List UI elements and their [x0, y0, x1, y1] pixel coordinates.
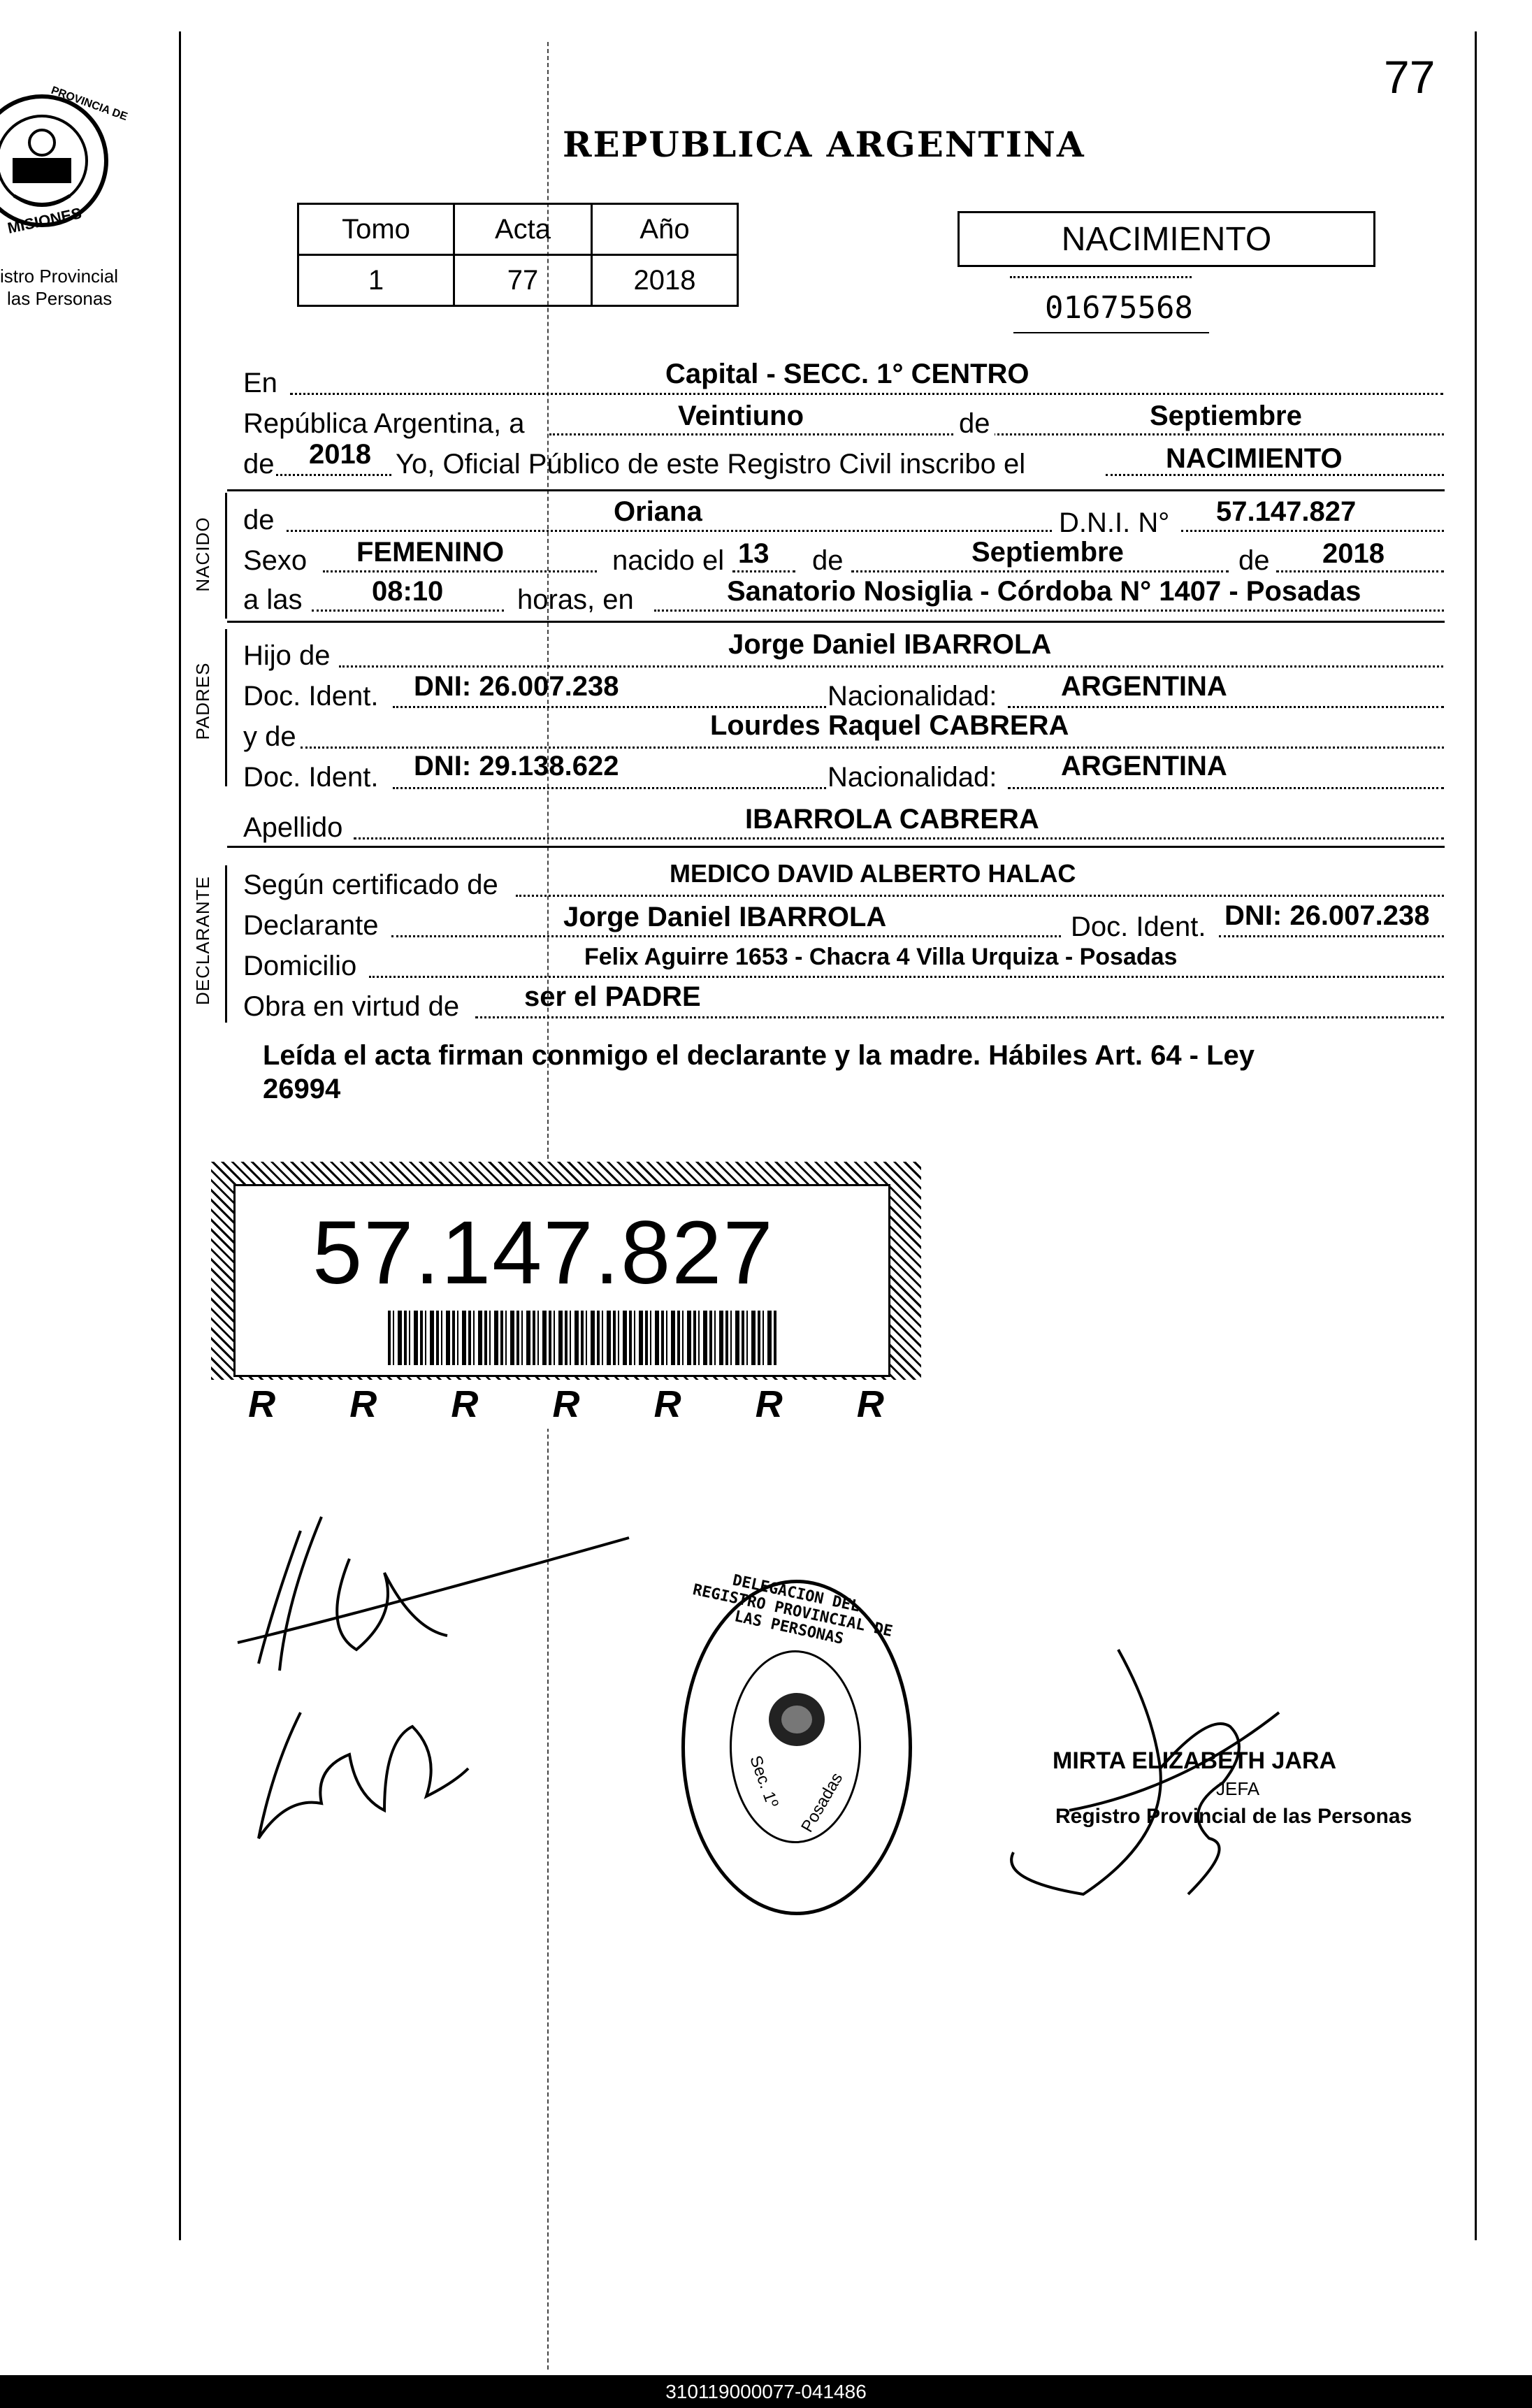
- round-stamp-inner-left: Sec. 1º: [746, 1753, 782, 1810]
- dots: [312, 610, 504, 612]
- sticker-panel: [233, 1184, 890, 1377]
- de-label-4: de: [812, 545, 844, 576]
- nacionalidad-label: Nacionalidad:: [828, 681, 997, 712]
- dots: [391, 935, 1061, 937]
- section-label-declarante: DECLARANTE: [192, 876, 213, 1005]
- declarante-label: Declarante: [243, 910, 379, 941]
- divider: [227, 489, 1445, 491]
- dots: [654, 610, 1444, 612]
- dots: [1008, 787, 1444, 789]
- month-value: Septiembre: [1150, 401, 1302, 431]
- sticker-pattern-letter: R: [856, 1383, 884, 1425]
- place-value: Capital - SECC. 1° CENTRO: [665, 359, 1029, 389]
- round-stamp-inner-right: Posadas: [797, 1769, 847, 1836]
- event-value: NACIMIENTO: [1166, 443, 1343, 474]
- document-title: REPUBLICA ARGENTINA: [563, 124, 1085, 165]
- dots: [323, 570, 597, 572]
- doc-label: Doc. Ident.: [243, 681, 379, 712]
- table-header-acta: Acta: [453, 203, 593, 256]
- section-bracket: [225, 865, 227, 1023]
- dots: [290, 393, 1443, 395]
- dots: [276, 474, 391, 476]
- apellido-label: Apellido: [243, 812, 343, 843]
- section-label-padres: PADRES: [192, 662, 213, 740]
- dni-label: D.N.I. N°: [1059, 507, 1170, 538]
- child-dni-value: 57.147.827: [1216, 496, 1357, 527]
- right-margin-rule: [1475, 31, 1477, 2240]
- dni-sticker: [211, 1162, 921, 1429]
- mother-doc-value: DNI: 29.138.622: [414, 751, 619, 781]
- page-number: 77: [1384, 51, 1436, 103]
- dots: [851, 570, 1229, 572]
- dots: [549, 433, 1444, 435]
- dots: [393, 787, 826, 789]
- closing-line-2: 26994: [263, 1074, 341, 1104]
- year-value: 2018: [309, 439, 371, 470]
- domicilio-label: Domicilio: [243, 951, 357, 981]
- table-header-ano: Año: [591, 203, 739, 256]
- day-words-value: Veintiuno: [678, 401, 804, 431]
- alas-label: a las: [243, 584, 303, 615]
- barcode: [388, 1311, 776, 1365]
- seal-bottom-text: MISIONES: [6, 204, 83, 237]
- divider: [227, 846, 1445, 848]
- mother-nationality-value: ARGENTINA: [1061, 751, 1227, 781]
- dots: [1219, 935, 1444, 937]
- dots: [1181, 530, 1444, 532]
- seal-arc-text: PROVINCIA DE: [49, 84, 129, 124]
- obra-value: ser el PADRE: [524, 981, 701, 1012]
- sexo-value: FEMENINO: [356, 537, 505, 568]
- birth-place-value: Sanatorio Nosiglia - Córdoba N° 1407 - Posadas: [727, 576, 1361, 607]
- sticker-pattern-letter: R: [552, 1383, 580, 1425]
- round-stamp: [681, 1571, 912, 1915]
- official-text: Yo, Oficial Público de este Registro Civil inscribo el: [396, 449, 1026, 480]
- obra-label: Obra en virtud de: [243, 991, 460, 1022]
- left-margin-rule: [179, 31, 181, 2240]
- doc-label-3: Doc. Ident.: [1071, 911, 1206, 942]
- hijo-label: Hijo de: [243, 640, 331, 671]
- de-label-2: de: [243, 449, 275, 480]
- yde-label: y de: [243, 721, 296, 752]
- apellido-value: IBARROLA CABRERA: [745, 804, 1039, 835]
- dots: [1008, 706, 1444, 708]
- republica-label: República Argentina, a: [243, 408, 525, 439]
- dots: [287, 530, 1052, 532]
- table-header-tomo: Tomo: [297, 203, 455, 256]
- dots: [1106, 474, 1444, 476]
- table-value-tomo: 1: [297, 254, 455, 307]
- dots: [354, 837, 1444, 839]
- declarante-doc-value: DNI: 26.007.238: [1224, 900, 1430, 931]
- official-role: JEFA: [1216, 1778, 1260, 1799]
- father-doc-value: DNI: 26.007.238: [414, 671, 619, 702]
- nacido-label: nacido el: [612, 545, 725, 576]
- sexo-label: Sexo: [243, 545, 308, 576]
- record-type-box: NACIMIENTO: [957, 211, 1375, 267]
- serial-number: 01675568: [1045, 290, 1193, 326]
- official-office: Registro Provincial de las Personas: [1055, 1805, 1412, 1828]
- signature-left: [217, 1475, 636, 1866]
- child-name-value: Oriana: [614, 496, 702, 527]
- sticker-pattern-letter: R: [755, 1383, 783, 1425]
- dots: [475, 1016, 1444, 1018]
- table-value-ano: 2018: [591, 254, 739, 307]
- dots: [732, 570, 795, 572]
- dots: [1276, 570, 1444, 572]
- de-label: de: [955, 410, 995, 438]
- footer-code: 310119000077-041486: [0, 2375, 1532, 2408]
- section-bracket: [225, 629, 227, 786]
- cert-value: MEDICO DAVID ALBERTO HALAC: [670, 859, 1076, 888]
- sticker-number: 57.147.827: [312, 1203, 774, 1303]
- father-name-value: Jorge Daniel IBARROLA: [728, 629, 1052, 660]
- nacionalidad-label-2: Nacionalidad:: [828, 762, 997, 793]
- horas-label: horas, en: [517, 584, 634, 615]
- sticker-pattern-letter: R: [451, 1383, 479, 1425]
- dots: [516, 895, 1444, 897]
- dots: [369, 976, 1444, 978]
- dots: [301, 747, 1444, 749]
- section-label-nacido: NACIDO: [192, 517, 213, 592]
- dots: [339, 665, 1443, 668]
- birth-year-value: 2018: [1322, 538, 1385, 569]
- birth-day-value: 13: [738, 538, 769, 569]
- dots: [393, 706, 826, 708]
- serial-box: [1013, 276, 1209, 333]
- official-name: MIRTA ELIZABETH JARA: [1053, 1747, 1337, 1774]
- father-nationality-value: ARGENTINA: [1061, 671, 1227, 702]
- doc-label-2: Doc. Ident.: [243, 762, 379, 793]
- sticker-pattern-letter: R: [248, 1383, 276, 1425]
- domicilio-value: Felix Aguirre 1653 - Chacra 4 Villa Urquiza - Posadas: [584, 944, 1178, 970]
- cert-label: Según certificado de: [243, 870, 498, 900]
- sticker-pattern-letter: R: [349, 1383, 377, 1425]
- birth-time-value: 08:10: [372, 576, 444, 607]
- birth-month-value: Septiembre: [971, 537, 1124, 568]
- sticker-pattern-strip: [211, 1380, 921, 1429]
- serial-dots: [1010, 276, 1192, 278]
- section-bracket: [225, 493, 227, 619]
- de-label-3: de: [243, 505, 275, 535]
- sticker-pattern-letter: R: [653, 1383, 681, 1425]
- round-stamp-arc-text: DELEGACION DEL REGISTRO PROVINCIAL DE LAS PERSONAS: [691, 1571, 895, 1648]
- seal-caption-2: las Personas: [7, 288, 113, 309]
- seal-caption-1: istro Provincial: [0, 266, 119, 287]
- declarante-value: Jorge Daniel IBARROLA: [563, 902, 887, 932]
- en-label: En: [243, 368, 277, 398]
- table-value-acta: 77: [453, 254, 593, 307]
- de-label-5: de: [1238, 545, 1270, 576]
- coat-of-arms-icon: [762, 1688, 832, 1751]
- mother-name-value: Lourdes Raquel CABRERA: [710, 710, 1069, 741]
- closing-line-1: Leída el acta firman conmigo el declarante y la madre. Hábiles Art. 64 - Ley: [263, 1040, 1255, 1071]
- divider: [227, 621, 1445, 623]
